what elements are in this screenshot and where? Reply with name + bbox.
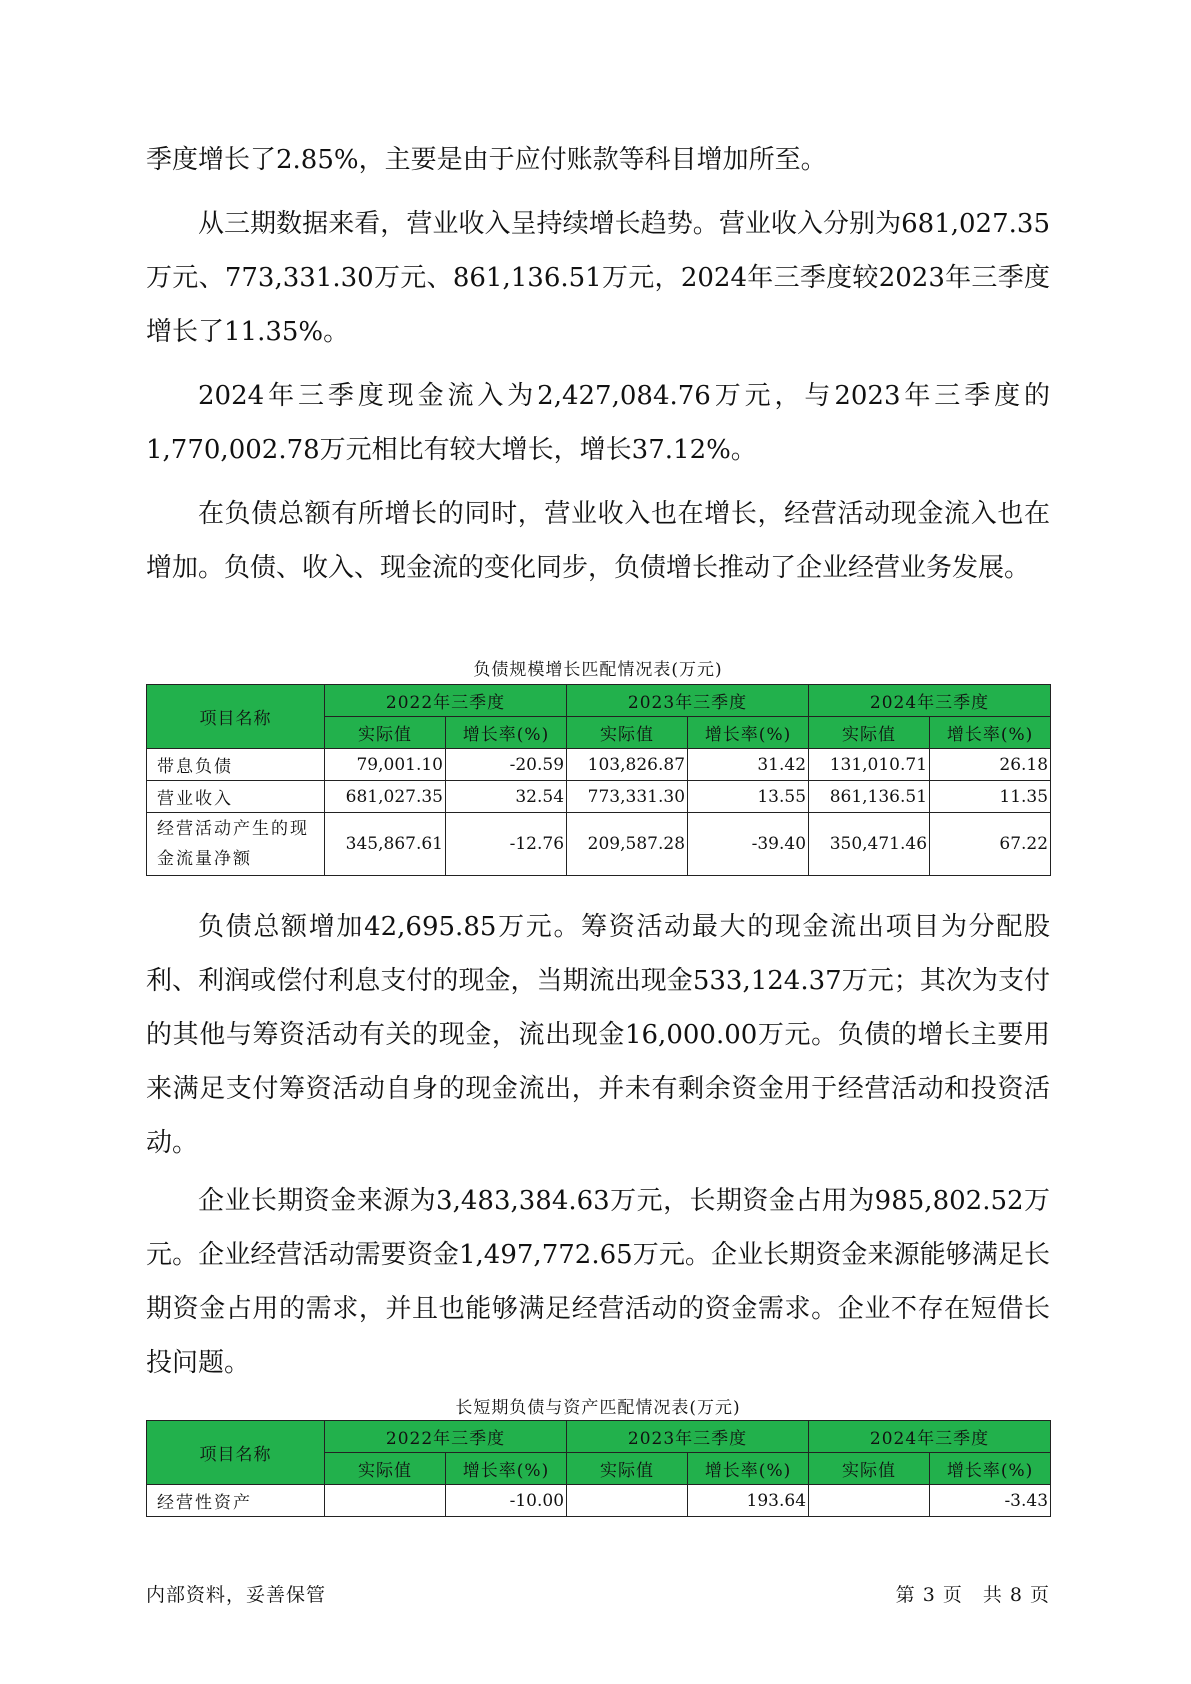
cell-value [567,1485,688,1517]
header-period: 2022年三季度 [325,1421,567,1453]
header-period: 2022年三季度 [325,685,567,717]
paragraph-5: 负债总额增加42,695.85万元。筹资活动最大的现金流出项目为分配股利、利润或偿付利息支付的现金，当期流出现金533,124.37万元；其次为支付的其他与筹资活动有关的现金，流出现金16,000.00万元。负债的增长主要用来满足支付筹资活动自身的现金流出，并未有剩余资金用于经营活动和投资活动。 [146,912,1050,1158]
header-item-name: 项目名称 [147,1421,325,1485]
header-growth-rate: 增长率(%) [688,1453,809,1485]
header-period: 2024年三季度 [809,685,1051,717]
header-actual-value: 实际值 [567,717,688,749]
footer-page-number: 第 3 页 共 8 页 [895,1584,1050,1606]
cell-value: 26.18 [930,749,1051,781]
cell-value: 193.64 [688,1485,809,1517]
header-period: 2023年三季度 [567,685,809,717]
cell-value: 350,471.46 [809,813,930,876]
footer-left: 内部资料，妥善保管 [146,1584,327,1606]
header-growth-rate: 增长率(%) [930,1453,1051,1485]
header-growth-rate: 增长率(%) [930,717,1051,749]
cell-value: 773,331.30 [567,781,688,813]
table-row [147,813,1051,876]
paragraph-3: 2024年三季度现金流入为2,427,084.76万元，与2023年三季度的1,770,002.78万元相比有较大增长，增长37.12%。 [146,381,1050,465]
paragraph-1: 季度增长了2.85%，主要是由于应付账款等科目增加所至。 [146,145,827,175]
header-growth-rate: 增长率(%) [688,717,809,749]
paragraph-4: 在负债总额有所增长的同时，营业收入也在增长，经营活动现金流入也在增加。负债、收入、现金流的变化同步，负债增长推动了企业经营业务发展。 [146,499,1050,583]
paragraph-2: 从三期数据来看，营业收入呈持续增长趋势。营业收入分别为681,027.35万元、773,331.30万元、861,136.51万元，2024年三季度较2023年三季度增长了11.35%。 [146,209,1050,347]
header-actual-value: 实际值 [809,717,930,749]
header-growth-rate: 增长率(%) [446,717,567,749]
cell-value: -10.00 [446,1485,567,1517]
header-actual-value: 实际值 [567,1453,688,1485]
liability-growth-table [146,684,1051,876]
cell-value: 11.35 [930,781,1051,813]
cell-value: 681,027.35 [325,781,446,813]
table-2-caption: 长短期负债与资产匹配情况表(万元) [455,1398,741,1418]
cell-value: 13.55 [688,781,809,813]
table-row [147,781,1051,813]
row-name: 经营活动产生的现金流量净额 [147,813,325,876]
table-1-caption: 负债规模增长匹配情况表(万元) [473,660,723,680]
paragraph-6: 企业长期资金来源为3,483,384.63万元，长期资金占用为985,802.52万元。企业经营活动需要资金1,497,772.65万元。企业长期资金来源能够满足长期资金占用的需求，并且也能够满足经营活动的资金需求。企业不存在短借长投问题。 [146,1186,1050,1378]
cell-value: -3.43 [930,1485,1051,1517]
long-short-term-matching-table [146,1420,1051,1517]
cell-value: 67.22 [930,813,1051,876]
header-period: 2024年三季度 [809,1421,1051,1453]
cell-value: -39.40 [688,813,809,876]
cell-value: -12.76 [446,813,567,876]
table-row [147,1485,1051,1517]
cell-value: 32.54 [446,781,567,813]
cell-value: 31.42 [688,749,809,781]
cell-value [325,1485,446,1517]
header-actual-value: 实际值 [809,1453,930,1485]
row-name: 经营性资产 [147,1485,325,1517]
header-actual-value: 实际值 [325,1453,446,1485]
row-name: 营业收入 [147,781,325,813]
header-actual-value: 实际值 [325,717,446,749]
cell-value [809,1485,930,1517]
cell-value: 103,826.87 [567,749,688,781]
row-name: 带息负债 [147,749,325,781]
cell-value: 131,010.71 [809,749,930,781]
header-period: 2023年三季度 [567,1421,809,1453]
header-growth-rate: 增长率(%) [446,1453,567,1485]
cell-value: 79,001.10 [325,749,446,781]
cell-value: -20.59 [446,749,567,781]
cell-value: 861,136.51 [809,781,930,813]
cell-value: 209,587.28 [567,813,688,876]
cell-value: 345,867.61 [325,813,446,876]
header-item-name: 项目名称 [147,685,325,749]
table-row [147,749,1051,781]
